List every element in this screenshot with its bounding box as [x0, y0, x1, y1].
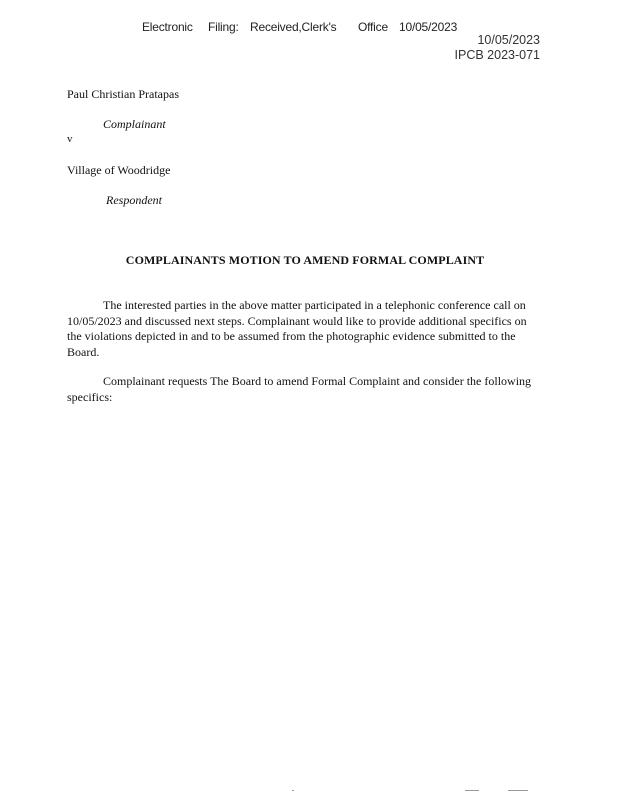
footer-mark — [508, 790, 528, 791]
body-paragraph-1: The interested parties in the above matter participated in a telephonic conference call on 10/05/2023 and discussed next steps. Complainant would like to provide additional specifics on the violations depicted in and to be assumed from the photographic evidence submitted to the Board. — [67, 298, 527, 359]
respondent-role: Respondent — [106, 193, 162, 207]
stamp-case-number: IPCB 2023-071 — [454, 48, 540, 62]
footer-mark — [292, 790, 294, 791]
stamp-electronic: Electronic — [142, 20, 193, 34]
stamp-line-date: 10/05/2023 — [399, 20, 458, 34]
versus-label: v — [67, 133, 73, 145]
complainant-name: Paul Christian Pratapas — [67, 87, 179, 101]
page-footer-marks — [0, 788, 618, 796]
complainant-role: Complainant — [103, 117, 166, 131]
stamp-date: 10/05/2023 — [477, 33, 540, 47]
document-title: COMPLAINANTS MOTION TO AMEND FORMAL COMPLAINT — [125, 253, 485, 267]
footer-mark — [465, 790, 479, 791]
respondent-name: Village of Woodridge — [67, 163, 171, 177]
stamp-received-clerks: Received,Clerk's — [250, 20, 337, 34]
body-paragraph-2: Complainant requests The Board to amend Formal Complaint and consider the following specifics: — [67, 374, 532, 404]
stamp-filing: Filing: — [208, 20, 239, 34]
stamp-office: Office — [358, 20, 388, 34]
